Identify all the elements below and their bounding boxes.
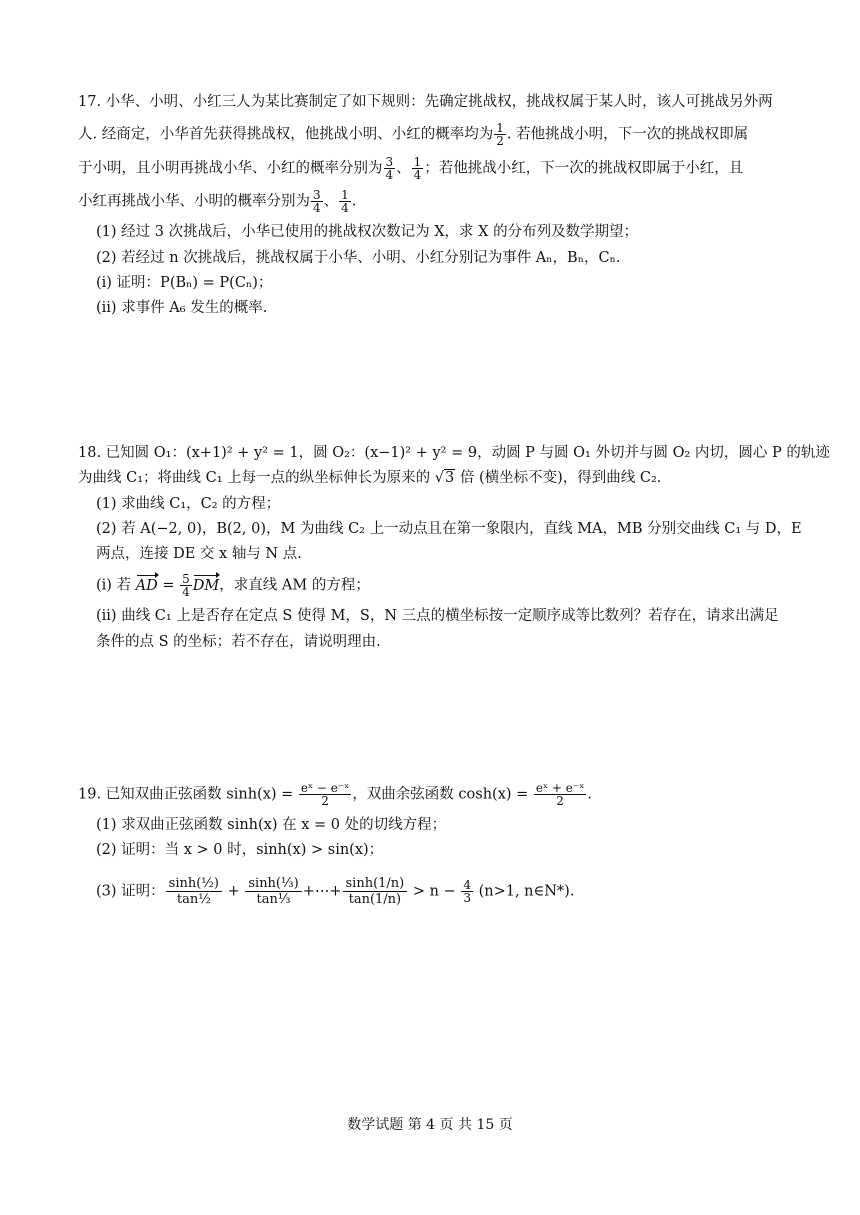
q17-line-2-text: 人. 经商定，小华首先获得挑战权，他挑战小明、小红的概率均为 — [78, 126, 494, 143]
q18-part-2-cont: 两点，连接 DE 交 x 轴与 N 点. — [96, 546, 302, 562]
q17-line-3-text-c: ；若他挑战小红，下一次的挑战权即属于小红，且 — [424, 160, 744, 177]
fraction-five-quarters: $\frac{5}{4}$ — [182, 572, 190, 599]
q18-line-2 — [78, 468, 661, 488]
q17-part-2-ii: (ii) 求事件 A₆ 发生的概率. — [96, 300, 268, 316]
term-one-half: $\frac{\text{sinh(½)}}{\text{tan½}}$ — [166, 876, 222, 907]
q19-line-1-text-b: ，双曲余弦函数 cosh(x) = — [352, 786, 533, 803]
q18-line-2-text: 为曲线 C₁；将曲线 C₁ 上每一点的纵坐标伸长为原来的 — [78, 470, 435, 486]
q17-line-4-text: 小红再挑战小华、小明的概率分别为 — [78, 193, 310, 210]
q19-line-1: 19. 已知双曲正弦函数 sinh(x) = $\frac{\text{eˣ − e⁻ˣ}}{2}$ ，双曲余弦函数 cosh(x) = $\frac{\text{eˣ + e⁻ˣ}}{2}$ . — [78, 781, 592, 808]
fraction-three-quarters-2: $\frac{3}{4}$ — [313, 188, 321, 215]
q17-part-2: (2) 若经过 n 次挑战后，挑战权属于小华、小明、小红分别记为事件 Aₙ，Bₙ，Cₙ. — [96, 250, 621, 266]
q18-line-1: 18. 已知圆 O₁：(x+1)² + y² = 1，圆 O₂：(x−1)² + y² = 9，动圆 P 与圆 O₁ 外切并与圆 O₂ 内切，圆心 P 的轨迹 — [78, 445, 830, 461]
q17-line-3: 于小明，且小明再挑战小华、小红的概率分别为 $\frac{3}{4}$ 、 $\frac{1}{4}$ ；若他挑战小红，下一次的挑战权即属于小红，且 — [78, 155, 744, 182]
q17-line-4: 小红再挑战小华、小明的概率分别为 $\frac{3}{4}$ 、 $\frac{1}{4}$ . — [78, 188, 357, 215]
q18-part-2-ii: (ii) 曲线 C₁ 上是否存在定点 S 使得 M，S，N 三点的横坐标按一定顺序成等比数列？若存在，请求出满足 — [96, 608, 779, 624]
q17-line-2 — [78, 122, 748, 147]
q18-line-2-text-b: 倍 (横坐标不变)，得到曲线 C₂. — [455, 470, 662, 486]
q17-part-1: (1) 经过 3 次挑战后，小华已使用的挑战权次数记为 X，求 X 的分布列及数学期望； — [96, 224, 639, 240]
fraction-one-quarter: $\frac{1}{4}$ — [413, 155, 422, 182]
q19-part-3: (3) 证明： $\frac{\text{sinh(½)}}{\text{tan½}}$ + $\frac{\text{sinh(⅓)}}{\text{tan⅓}}$ +⋯+ $\frac{\sinh(1/n)}{\tan(1/n)}$ > n − $\frac{4}{3}$ (n>1, n∈N*). — [96, 876, 575, 907]
q18-part-1: (1) 求曲线 C₁，C₂ 的方程； — [96, 496, 281, 512]
q19-part-2: (2) 证明：当 x > 0 时，sinh(x) > sin(x)； — [96, 842, 384, 858]
vector-ad: AD — [135, 577, 158, 594]
sqrt-symbol: √ — [434, 470, 444, 486]
q17-line-1: 17. 小华、小明、小红三人为某比赛制定了如下规则：先确定挑战权，挑战权属于某人时，该人可挑战另外两 — [78, 94, 773, 110]
cosh-definition-fraction: $\frac{\text{eˣ + e⁻ˣ}}{2}$ — [535, 781, 585, 808]
sinh-definition-fraction: $\frac{\text{eˣ − e⁻ˣ}}{2}$ — [300, 781, 350, 808]
q18-part-2: (2) 若 A(−2, 0)，B(2, 0)，M 为曲线 C₂ 上一动点且在第一象限内，直线 MA，MB 分别交曲线 C₁ 与 D，E — [96, 521, 802, 537]
q18-part-2-ii-cont: 条件的点 S 的坐标；若不存在，请说明理由. — [96, 634, 381, 650]
term-one-nth: $\frac{\sinh(1/n)}{\tan(1/n)}$ — [343, 876, 408, 907]
q19-line-1-text: 19. 已知双曲正弦函数 sinh(x) = — [78, 786, 298, 803]
q17-line-3-text: 于小明，且小明再挑战小华、小红的概率分别为 — [78, 160, 383, 177]
vector-dm: DM — [192, 577, 220, 594]
fraction-one-quarter-2: $\frac{1}{4}$ — [341, 188, 349, 215]
sqrt-radicand: 3 — [445, 470, 455, 486]
q19-part-1: (1) 求双曲正弦函数 sinh(x) 在 x = 0 处的切线方程； — [96, 817, 447, 833]
q17-part-2-i: (i) 证明：P(Bₙ) = P(Cₙ)； — [96, 275, 273, 291]
q17-line-2-text-b: . 若他挑战小明，下一次的挑战权即属 — [506, 126, 749, 143]
fraction-one-half: $\frac{1}{2}$ — [496, 121, 504, 148]
term-one-third: $\frac{\text{sinh(⅓)}}{\text{tan⅓}}$ — [245, 876, 301, 907]
q18-part-2-i: (i) 若 AD = $\frac{5}{4}$ DM，求直线 AM 的方程； — [96, 572, 370, 599]
page-footer: 数学试题 第 4 页 共 15 页 — [347, 1117, 513, 1133]
fraction-four-thirds: $\frac{4}{3}$ — [463, 878, 471, 905]
fraction-three-quarters: $\frac{3}{4}$ — [385, 155, 394, 182]
